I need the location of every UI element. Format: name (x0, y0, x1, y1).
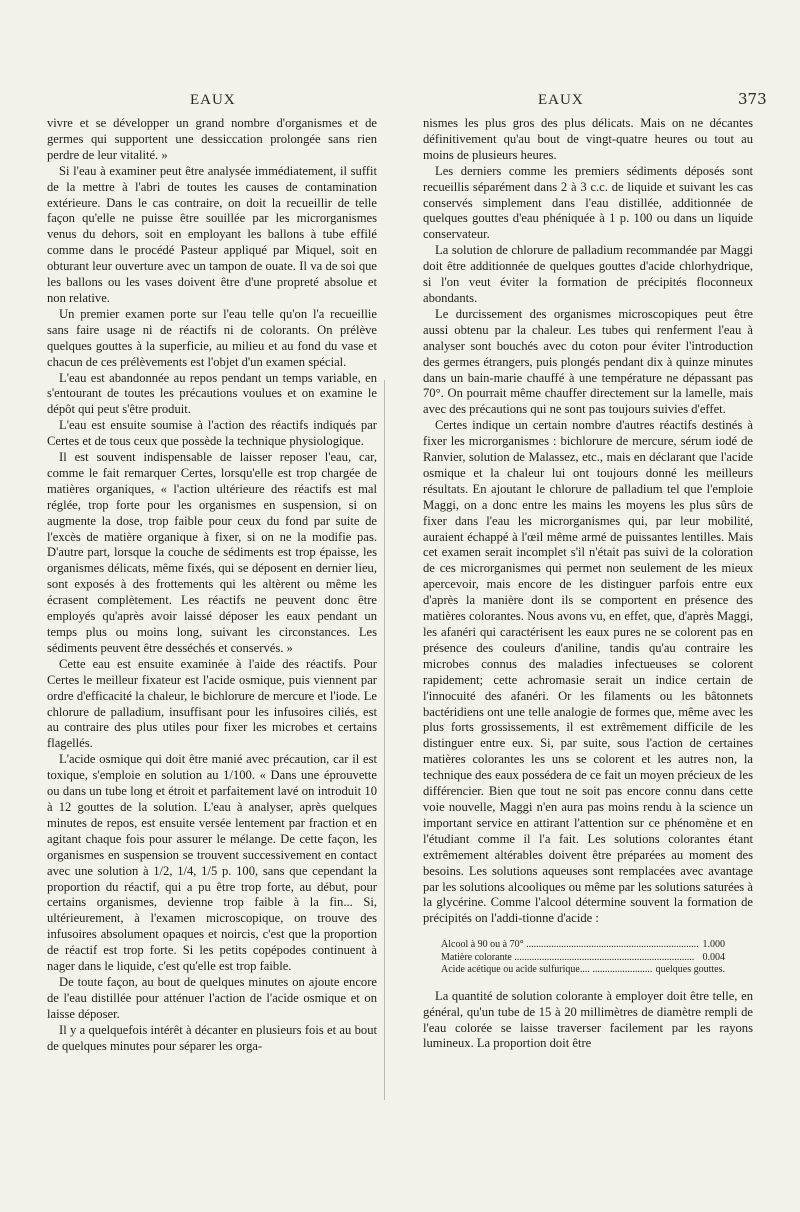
paragraph: vivre et se développer un grand nombre d'organismes et de germes qui supportent une dessiccation prolongée sans rien perdre de leur vitalité. » (47, 116, 377, 162)
paragraph: nismes les plus gros des plus délicats. Mais on ne décantes définitivement qu'au bout de vingt-quatre heures ou tout au moins de plusieurs heures. (423, 116, 753, 162)
page-number: 373 (738, 90, 767, 108)
paragraph: Certes indique un certain nombre d'autres réactifs destinés à fixer les microrganismes : bichlorure de mercure, sérum iodé de Ranvier, solution de Malassez, etc., mais en déclarant que l'acide osmique et la chaleur lui ont toujours donné les meilleurs résultats. En ajoutant le chlorure de palladium tel que l'emploie Maggi, on a donc entre les mains les moyens les plus sûrs de fixer dans l'eau les microrganismes qui, par leur mobilité, auraient échappé à l'œil même armé de puissantes lentilles. Mais cet examen serait incomplet s'il n'était pas suivi de la coloration de ces microrganismes qui permet non seulement de les mieux apercevoir, mais encore de les distinguer parfois entre eux d'après la manière dont ils se comportent en présence des matières colorantes. Nous avons vu, en effet, que, d'après Maggi, les afanéri qui caractérisent les eaux pures ne se colorent pas en présence des couleurs d'aniline, tandis qu'au contraire les microbes connus des maladies infectueuses se colorent rapidement; cette achromasie serait un indice certain de l'innocuité des afanéri. Or les filaments ou les bâtonnets bactéridiens ont une telle analogie de formes que, même avec les plus forts grossissements, il est extrêmement difficile de les distinguer entre eux. Si, par suite, sous l'action de certaines matières colorantes les uns se colorent et les autres non, la technique des eaux possédera de ce fait un moyen précieux de les différencier. Bien que tout ne soit pas encore connu dans cette voie nouvelle, Maggi n'en aura pas moins rendu à la science un important service en attirant l'attention sur ce phénomène et en l'étudiant comme il l'a fait. Les solutions colorantes étant extrêmement altérables doivent être préparées au moment des besoins. Les solutions aqueuses sont remplacées avec avantage par les solutions alcooliques ou même par les solutions saturées à la glycérine. Comme l'alcool détermine souvent la formation de précipités on l'addi-tionne d'acide : (423, 418, 753, 926)
recipe-ingredient: Matière colorante ..... (441, 952, 699, 965)
recipe-row (423, 939, 753, 952)
paragraph: L'eau est abandonnée au repos pendant un temps variable, en s'entourant de toutes les précautions voulues et on examine le dépôt qui peut s'être produit. (47, 370, 377, 417)
recipe-ingredient: Alcool à 90 ou à 70° ..... (441, 939, 699, 952)
recipe-table (423, 939, 753, 977)
paragraph: L'acide osmique qui doit être manié avec précaution, car il est toxique, s'emploie en solution au 1/100. « Dans une éprouvette ou dans un tube long et étroit et parfaitement lavé on introduit 10 à 12 gouttes de la solution. L'eau à analyser, après quelques minutes de repos, est ensuite versée lentement par fraction et en agitant chaque fois pour assurer le mélange. De cette façon, les organismes en suspension se trouvent successivement en contact avec une solution à 1/2, 1/4, 1/5 p. 100, sans que cependant la proportion du réactif, qui a pu être trop forte, au début, pour certains organismes, devienne trop faible à la fin... Si, ultérieurement, à l'examen microscopique, on trouve des infusoires absolument opaques et noircis, c'est que la proportion de réactif est trop forte. Si les petits copépodes continuent à nager dans le liquide, c'est qu'elle est trop faible. (47, 752, 377, 974)
recipe-quantity: 0.004 (702, 951, 725, 963)
recipe-row (423, 964, 753, 977)
paragraph: Le durcissement des organismes microscopiques peut être aussi obtenu par la chaleur. Les tubes qui renferment l'eau à analyser sont bouchés avec du coton pour éviter l'introduction des germes étrangers, puis plongés pendant dix à quinze minutes dans un bain-marie chauffé à une température ne dépassant pas 70°. On pourrait même chauffer directement sur la lamelle, mais avec des précautions qui ne sont pas toujours suivies d'effet. (423, 306, 753, 417)
paragraph: Si l'eau à examiner peut être analysée immédiatement, il suffit de la mettre à l'abri de toutes les causes de contamination extérieure. Dans le cas contraire, on doit la recueillir de telle façon qu'elle ne puisse être souillée par les microrganismes venus du dehors, soit en employant les ballons à tube effilé comme dans le procédé Pasteur appliqué par Miquel, soit en obturant leur ouverture avec un tampon de ouate. Il va de soi que les ballons ou les vases doivent être d'une propreté absolue et non relative. (47, 163, 377, 305)
recipe-row (423, 952, 753, 965)
paragraph: Il est souvent indispensable de laisser reposer l'eau, car, comme le fait remarquer Certes, lorsqu'elle est trop chargée de matières organiques, « l'action ultérieure des réactifs est mal réglée, trop forte pour les organismes en suspension, si on augmente la dose, trop faible pour ceux du fond par suite de l'excès de matière organique à fixer, si on ne la modifie pas. D'autre part, lorsque la couche de sédiments est trop épaisse, les organismes délicats, même fixés, qui se déposent en dernier lieu, sont exposés à des frottements qui les altèrent ou même les écrasent complètement. Les réactifs ne peuvent donc être employés qu'après avoir laissé déposer les eaux pendant un temps plus ou moins long, suivant les circonstances. Les sédiments peuvent être desséchés et conservés. » (47, 450, 377, 655)
recipe-quantity: 1.000 (702, 939, 725, 951)
paragraph: Les derniers comme les premiers sédiments déposés sont recueillis séparément dans 2 à 3 c.c. de liquide et suivant les cas conservés simplement dans l'eau distillée, additionnée de quelques gouttes d'eau phéniquée à 1 p. 100 ou dans un liquide conservateur. (423, 163, 753, 242)
paragraph: Il y a quelquefois intérêt à décanter en plusieurs fois et au bout de quelques minutes pour séparer les orga- (47, 1022, 377, 1053)
paragraph: La quantité de solution colorante à employer doit être telle, en général, qu'un tube de 15 à 20 millimètres de diamètre rempli de l'eau colorée se laisse traverser facilement par les rayons lumineux. La proportion doit être (423, 988, 753, 1051)
right-column (423, 116, 753, 1052)
left-column (47, 116, 377, 1054)
paragraph: La solution de chlorure de palladium recommandée par Maggi doit être additionnée de quelques gouttes d'acide chlorhydrique, si l'on veut éviter la formation de précipités floconneux abondants. (423, 243, 753, 305)
paragraph: Cette eau est ensuite examinée à l'aide des réactifs. Pour Certes le meilleur fixateur est l'acide osmique, puis viennent par ordre d'efficacité la chaleur, le bichlorure de mercure et l'iode. Le chlorure de palladium, insuffisant pour les infusoires ciliés, est au contraire des plus utiles pour fixer les microbes et certains flagellés. (47, 656, 377, 751)
paragraph: Un premier examen porte sur l'eau telle qu'on l'a recueillie sans faire usage ni de réactifs ni de colorants. On prélève quelques gouttes à la superficie, au milieu et au fond du vase et chacun de ces prélèvements est l'objet d'un examen spécial. (47, 306, 377, 369)
column-divider (384, 380, 385, 1100)
recipe-ingredient: Acide acétique ou acide sulfurique.... ..... (441, 964, 652, 977)
recipe-quantity: quelques gouttes. (655, 964, 725, 976)
running-header-left: EAUX (190, 92, 236, 108)
running-header-right: EAUX (538, 92, 584, 108)
paragraph: L'eau est ensuite soumise à l'action des réactifs indiqués par Certes et de tous ceux que possède la technique physiologique. (47, 418, 377, 449)
paragraph: De toute façon, au bout de quelques minutes on ajoute encore de l'eau distillée pour atténuer l'action de l'acide osmique et on laisse déposer. (47, 974, 377, 1021)
